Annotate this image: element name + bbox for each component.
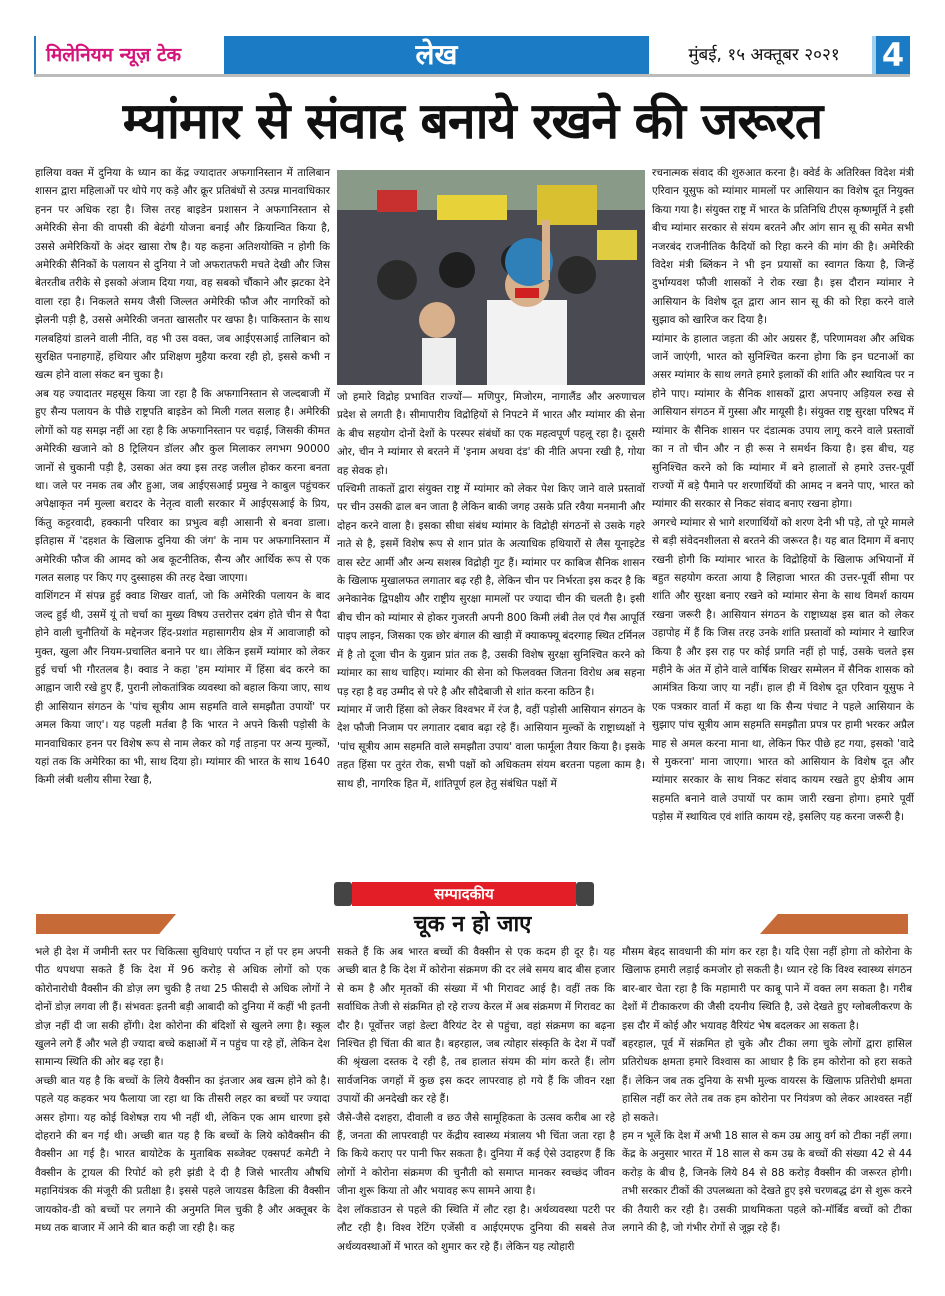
paragraph: अब यह ज्यादातर महसूस किया जा रहा है कि अफगानिस्तान से जल्दबाजी में हुए सैन्य पलायन के पीछे राष्ट्रपति बाइडेन को मिली गलत सलाह है। अमेरिकी लोगों को यह समझ नहीं आ रहा है कि अफगानिस्तान पर चढ़ाई, जिसकी कीमत अमेरिकी खजाने को 8 ट्रिलियन डॉलर और कुल मिलाकर लगभग 90000 जानों से चुकानी पड़ी है, उसका अंत क्या इस तरह जलील होकर करना बनता था। जले पर नमक तब और हुआ, जब आईएसआई प्रमुख ने काबुल पहुंचकर अपेक्षाकृत नर्म मुल्ला बरादर के नेतृत्व वाली सरकार में आईएसआई के प्रिय, किंतु कट्टरवादी, हक्कानी परिवार का प्रभुत्व बड़ी आसानी से बनवा डाला। इतिहास में 'दहशत के खिलाफ दुनिया की जंग' के नाम पर अफगानिस्तान में अमेरिकी फौज की आमद को अब कूटनीतिक, सैन्य और आर्थिक रूप से एक गलत सलाह पर किए गए दुस्साहस की तरह देखा जाएगा।	[35, 387, 330, 584]
dateline: मुंबई, १५ अक्तूबर २०२१	[688, 45, 840, 65]
editorial-label-text: सम्पादकीय	[352, 882, 576, 906]
brand-name: मिलेनियम न्यूज़ टेक	[34, 36, 224, 74]
editorial-column-3	[622, 943, 912, 1263]
article-column-1	[35, 164, 330, 874]
protest-photo-image	[337, 170, 645, 385]
editorial-column-1	[35, 943, 330, 1263]
paragraph: जैसे-जैसे दशहरा, दीवाली व छठ जैसे सामूहिकता के उत्सव करीब आ रहे हैं, जनता की लापरवाही पर केंद्रीय स्वास्थ्य मंत्रालय भी चिंता जता रहा है कि किये कराए पर पानी फिर सकता है। दुनिया में कई ऐसे उदाहरण हैं कि लोगों ने कोरोना संक्रमण की चुनौती को समाप्त मानकर स्वच्छंद जीवन जीना शुरू किया तो और भयावह रूप सामने आया है।	[337, 1111, 615, 1198]
paragraph: जो हमारे विद्रोह प्रभावित राज्यों— मणिपुर, मिजोरम, नागालैंड और अरुणाचल प्रदेश से लगती है। सीमापारीय विद्रोहियों से निपटने में भारत और म्यांमार की सेना के बीच सहयोग दोनों देशों के परस्पर संबंधों का एक महत्वपूर्ण पहलू रहा है। दूसरी ओर, चीन ने म्यांमार से बरतने में 'इनाम अथवा दंड' की नीति अपना रखी है, गोया वह सेवक हो।	[337, 391, 645, 477]
paragraph: रचनात्मक संवाद की शुरुआत करना है। क्वेर्ड के अतिरिक्त विदेश मंत्री एरिवान यूसुफ को म्यांमार मामलों पर आसियान का विशेष दूत नियुक्त किया गया है। संयुक्त राष्ट्र में भारत के प्रतिनिधि टीएस कृष्णमूर्ति ने इसी बीच म्यांमार सरकार से संयम बरतने और आंग सान सू की समेत सभी नजरबंद राजनीतिक कैदियों को रिहा करने की मांग की है। अमेरिकी विदेश मंत्री ब्लिंकन ने भी इन प्रयासों का स्वागत किया है, जिन्हें दुर्भाग्यवश फौजी शासकों ने रोक रखा है। इस दौरान म्यांमार ने आसियान के विशेष दूत द्वारा आन सान सू की को रिहा करने वाले सुझाव को खारिज कर दिया है।	[652, 167, 914, 327]
page-header	[34, 36, 910, 77]
paragraph: अगरचे म्यांमार से भागे शरणार्थियों को शरण देनी भी पड़े, तो पूरे मामले से बड़ी संवेदनशीलता से बरतने की जरूरत है। यह बात दिमाग में बनाए रखनी होगी कि म्यांमार भारत के विद्रोहियों के खिलाफ अभियानों में बहुत सहयोग करता आया है लिहाजा भारत की उत्तर-पूर्वी सीमा पर शांति और सुरक्षा बनाए रखने को म्यांमार सेना के साथ विमर्श कायम रखना जरूरी है। आसियान संगठन के राष्ट्राध्यक्ष इस बात को लेकर उहापोह में हैं कि जिस तरह उनके शांति प्रस्तावों को म्यांमार ने खारिज किया है और इस राह पर कोई प्रगति नहीं हो पाई, उसके चलते इस महीने के अंत में होने वाले वार्षिक शिखर सम्मेलन में सैनिक शासक को आमंत्रित किया जाए या नहीं। हाल ही में विशेष दूत एरिवान यूसुफ ने एक पत्रकार वार्ता में कहा था कि सैन्य पंचाट ने पहले आसियान के सुझाए पांच सूत्रीय आम सहमति समझौता प्रपत्र पर हामी भरकर अप्रैल माह से अमल करना माना था, लेकिन फिर पीछे हट गया, इसको 'वादे से मुकरना' माना जाएगा। भारत को आसियान के विशेष दूत और म्यांमार सरकार के साथ निकट संवाद कायम रखते हुए क्षेत्रीय आम सहमति बनाने वाले उपायों पर काम जारी रखना होगा। हमारे पूर्वी पड़ोस में स्थायित्व एवं शांति कायम रहे, इसलिए यह करना जरूरी है।	[652, 516, 914, 824]
paragraph: मौसम बेहद सावधानी की मांग कर रहा है। यदि ऐसा नहीं होगा तो कोरोना के खिलाफ हमारी लड़ाई कमजोर हो सकती है। ध्यान रहे कि विश्व स्वास्थ्य संगठन बार-बार चेता रहा है कि महामारी पर काबू पाने में वक्त लग सकता है। गरीब देशों में टीकाकरण की जैसी दयनीय स्थिति है, उसे देखते हुए ग्लोबलीकरण के इस दौर में कोई और भयावह वैरियंट भेष बदलकर आ सकता है।	[622, 946, 912, 1032]
article-column-3	[652, 164, 914, 874]
section-name: लेख	[224, 36, 649, 74]
editorial-headline: चूक न हो जाए	[413, 912, 532, 937]
paragraph: वाशिंगटन में संपन्न हुई क्वाड शिखर वार्ता, जो कि अमेरिकी पलायन के बाद जल्द हुई थी, उसमें यूं तो चर्चा का मुख्य विषय उत्तरोत्तर दबंग होते चीन से पैदा होने वाली चुनौतियों के मद्देनजर हिंद-प्रशांत महासागरीय क्षेत्र में आवाजाही को मुक्त, खुला और नियम-प्रचालित बनाने पर था। लेकिन इसमें म्यांमार को लेकर हुई चर्चा भी गौरतलब है। क्वाड ने कहा 'हम म्यांमार में हिंसा बंद करने का आह्वान जारी रखे हुए हैं, पुरानी लोकतांत्रिक व्यवस्था को बहाल किया जाए, साथ ही आसियान संगठन के 'पांच सूत्रीय आम सहमति वाले समझौता उपायों' पर अमल किया जाए'। यह पहली मर्तबा है कि भारत ने अपने किसी पड़ोसी के मानवाधिकार हनन पर विशेष रूप से नाम लेकर को गई ताड़ना पर अन्य मुल्कों, यहां तक कि अमेरिका का भी, साथ दिया हो। म्यांमार की भारत के साथ 1640 किमी लंबी थलीय सीमा रेखा है,	[35, 590, 330, 787]
protest-photo	[337, 170, 645, 385]
paragraph: म्यांमार में जारी हिंसा को लेकर विश्वभर में रंज है, वहीं पड़ोसी आसियान संगठन के देश फौजी निजाम पर लगातार दबाव बढ़ा रहे हैं। आसियान मुल्कों के राष्ट्राध्यक्षों ने 'पांच सूत्रीय आम सहमति वाले समझौता उपाय' वाला फार्मूला तैयार किया है। इसके तहत हिंसा पर तुरंत रोक, सभी पक्षों को अधिकतम संयम बरतना पहला काम है। साथ ही, नागरिक हित में, शांतिपूर्ण हल हेतु संबंधित पक्षों में	[337, 703, 645, 790]
editorial-column-2	[337, 943, 615, 1263]
page-number: 4	[872, 36, 910, 74]
paragraph: भले ही देश में जमीनी स्तर पर चिकित्सा सुविधाएं पर्याप्त न हों पर हम अपनी पीठ थपथपा सकते हैं कि देश में 96 करोड़ से अधिक लोगों को एक कोरोनारोधी वैक्सीन की डोज़ लग चुकी है तथा 25 फीसदी से अधिक लोगों ने दोनों डोज़ लगवा ली हैं। संभवतः इतनी बड़ी आबादी को दुनिया में कहीं भी इतनी डोज़ नहीं दी जा सकी होंगी। देश कोरोना की बंदिशों से खुलने लगा है। स्कूल खुलने लगे हैं और भले ही ज्यादा बच्चे कक्षाओं में न पहुंच पा रहे हों, लेकिन देश सामान्य स्थिति की ओर बढ़ रहा है।	[35, 946, 330, 1069]
editorial-label	[334, 882, 594, 906]
paragraph: हालिया वक्त में दुनिया के ध्यान का केंद्र ज्यादातर अफगानिस्तान में तालिबान शासन द्वारा महिलाओं पर थोपे गए कड़े और क्रूर प्रतिबंधों से उत्पन्न मानवाधिकार हनन पर अधिक रहा है। जिस तरह बाइडेन प्रशासन ने अफगानिस्तान से अमेरिकी सेना की वापसी की बेढंगी योजना बनाई और क्रियान्वित किया है, उससे अमेरिकियों के अंदर खासा रोष है। यह कहना अतिशयोक्ति न होगी कि अमेरिकी सैनिकों के पलायन से दुनिया ने जो अफरातफरी मचते देखी और जिस बेतरतीब तरीके से इसको अंजाम दिया गया, वह सबको चौंकाने और झटका देने वाला रहा है। निकलते समय जैसी जिल्लत अमेरिकी फौज और नागरिकों को झेलनी पड़ी है, उससे अमेरिकी जनता खासतौर पर खफा है। पाकिस्तान के साथ गलबहियां डालने वाली नीति, वह भी उस वक्त, जब आईएसआई तालिबान को सुरक्षित पनाहगाहें, हथियार और प्रशिक्षण मुहैया करवा रही हो, इससे कभी न खत्म होने वाला संकट बन चुका है।	[35, 167, 330, 382]
label-cap-left	[334, 882, 352, 906]
paragraph: हम न भूलें कि देश में अभी 18 साल से कम उम्र आयु वर्ग को टीका नहीं लगा। केंद्र के अनुसार भारत में 18 साल से कम उम्र के बच्चों की संख्या 42 से 44 करोड़ के बीच है, जिनके लिये 84 से 88 करोड़ वैक्सीन की जरूरत होगी। तभी सरकार टीकों की उपलब्धता को देखते हुए इसे चरणबद्ध ढंग से शुरू करने की तैयारी कर रही है। उसकी प्राथमिकता पहले को-मॉर्बिड बच्चों को टीका लगाने की है, जो गंभीर रोगों से जूझ रहे हैं।	[622, 1130, 912, 1235]
article-column-2	[337, 388, 645, 874]
paragraph: अच्छी बात यह है कि बच्चों के लिये वैक्सीन का इंतजार अब खत्म होने को है। पहले यह कहकर भय फैलाया जा रहा था कि तीसरी लहर का बच्चों पर ज्यादा असर होगा। यह कोई विशेषज्ञ राय भी नहीं थी, लेकिन एक आम धारणा इसे दोहराने की बन गई थी। अच्छी बात यह है कि बच्चों के लिये कोवैक्सीन की वैक्सीन आ गई है। भारत बायोटेक के मुताबिक सब्जेक्ट एक्सपर्ट कमेटी ने वैक्सीन के ट्रायल की रिपोर्ट को हरी झंडी दे दी है जिसे भारतीय औषधि महानियंत्रक की मंजूरी की प्रतीक्षा है। इससे पहले जायडस कैडिला की वैक्सीन जायकोव-डी को बच्चों पर लगाने की अनुमति मिल चुकी है और अक्तूबर के मध्य तक बाजार में आने की बात कही जा रही है। कह	[35, 1074, 330, 1235]
paragraph: बहरहाल, पूर्व में संक्रमित हो चुके और टीका लगा चुके लोगों द्वारा हासिल प्रतिरोधक क्षमता हमारे विश्वास का आधार है कि हम कोरोना को हरा सकते हैं। लेकिन जब तक दुनिया के सभी मुल्क वायरस के खिलाफ प्रतिरोधी क्षमता हासिल नहीं कर लेते तब तक हम कोरोना पर नियंत्रण को लेकर आश्वस्त नहीं हो सकते।	[622, 1038, 912, 1124]
paragraph: पश्चिमी ताकतों द्वारा संयुक्त राष्ट्र में म्यांमार को लेकर पेश किए जाने वाले प्रस्तावों पर चीन उसकी ढाल बन जाता है लेकिन बाकी जगह उसके प्रति रवैया मनमानी और दोहन करने वाला है। इसका सीधा संबंध म्यांमार के विद्रोही संगठनों से उसके गहरे नाते से है, इसमें विशेष रूप से शान प्रांत के अत्याधिक हथियारों से लैस यूनाइटेड वास स्टेट आर्मी और अन्य सशस्त्र विद्रोही गुट हैं। म्यांमार पर काबिज सैनिक शासन के खिलाफ मुखालफत लगातार बढ़ रही है, लेकिन चीन पर निर्भरता इस कदर है कि अनेकानेक द्विपक्षीय और राष्ट्रीय सुरक्षा मामलों पर ज्यादा चीन की चलती है। इसी बीच चीन को म्यांमार से होकर गुजरती अपनी 800 किमी लंबी तेल एवं गैस आपूर्ति पाइप लाइन, जिसका एक छोर बंगाल की खाड़ी में क्याकफ्यू बंदरगाह स्थित टर्मिनल में है तो दूजा चीन के युन्नान प्रांत तक है, उसकी विशेष सुरक्षा सुनिश्चित करने को म्यांमार का साथ चाहिए। म्यांमार की सेना को फिलवक्त जितना विरोध अब सहना पड़ रहा है वह उम्मीद से परे है और सौदेबाजी से शांत करना कठिन है।	[337, 483, 645, 698]
paragraph: देश लॉकडाउन से पहले की स्थिति में लौट रहा है। अर्थव्यवस्था पटरी पर लौट रही है। विश्व रेटिंग एजेंसी व आईएमएफ दुनिया की सबसे तेज अर्थव्यवस्थाओं में भारत को शुमार कर रहे हैं। लेकिन यह त्योहारी	[337, 1203, 615, 1253]
paragraph: सकते हैं कि अब भारत बच्चों की वैक्सीन से एक कदम ही दूर है। यह अच्छी बात है कि देश में कोरोना संक्रमण की दर लंबे समय बाद बीस हजार से कम है और मृतकों की संख्या में भी गिरावट आई है। वहीं तक कि सर्वाधिक तेजी से संक्रमित हो रहे राज्य केरल में अब संक्रमण में गिरावट का दौर है। पूर्वोत्तर जहां डेल्टा वैरियंट देर से पहुंचा, वहां संक्रमण का बढ़ना निश्चित ही चिंता की बात है। बहरहाल, जब त्योहार संस्कृति के देश में पर्वों की श्रृंखला दस्तक दे रही है, तब हालात संयम की मांग करते हैं। लोग सार्वजनिक जगहों में कुछ इस कदर लापरवाह हो गये हैं कि जीवन रक्षा उपायों की अनदेखी कर रहे हैं।	[337, 946, 615, 1106]
paragraph: म्यांमार के हालात जड़ता की ओर अग्रसर हैं, परिणामवश और अधिक जानें जाएंगी, भारत को सुनिश्चित करना होगा कि इन घटनाओं का असर म्यांमार के साथ लगते हमारे इलाकों की शांति और स्थायित्व पर न होने पाए। म्यांमार के सैनिक शासकों द्वारा अपनाए अड़ियल रुख से आसियान संगठन में गुस्सा और मायूसी है। संयुक्त राष्ट्र सुरक्षा परिषद में म्यांमार के सैनिक शासन पर दंडात्मक उपाय लागू करने वाले प्रस्तावों का न तो चीन और न ही रूस ने समर्थन किया है। इस बीच, यह सुनिश्चित करने को कि म्यांमार में बने हालातों से हमारे उत्तर-पूर्वी राज्यों में बड़े पैमाने पर शरणार्थियों की आमद न बनने पाए, भारत को म्यांमार की सरकार से निकट संवाद बनाए रखना होगा।	[652, 332, 914, 511]
article-headline: म्यांमार से संवाद बनाये रखने की जरूरत	[122, 92, 823, 150]
label-cap-right	[576, 882, 594, 906]
